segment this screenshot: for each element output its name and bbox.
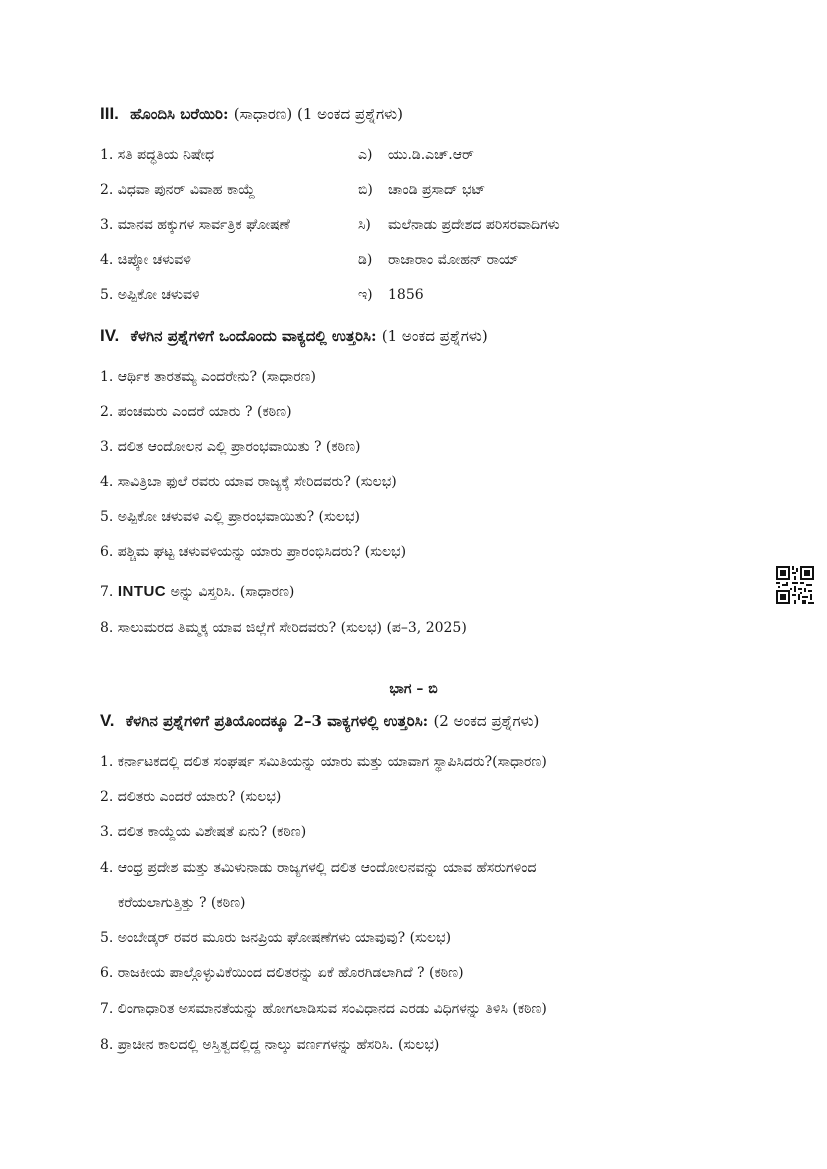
question-item: 3. ದಲಿತ ಕಾಯ್ದೆಯ ವಿಶೇಷತೆ ಏನು? (ಕಠಿಣ)	[100, 824, 307, 840]
question-item: 8. ಪ್ರಾಚೀನ ಕಾಲದಲ್ಲಿ ಅಸ್ತಿತ್ವದಲ್ಲಿದ್ದ ನಾಲ್ಕು ವರ್ಣಗಳನ್ನು ಹೆಸರಿಸಿ. (ಸುಲಭ)	[100, 1037, 440, 1053]
section-5-title: ಕೆಳಗಿನ ಪ್ರಶ್ನೆಗಳಿಗೆ ಪ್ರತಿಯೊಂದಕ್ಕೂ 2–3 ವಾಕ್ಯಗಳಲ್ಲಿ ಉತ್ತರಿಸಿ:	[125, 712, 429, 730]
question-number: 7.	[100, 584, 114, 600]
section-5-meta: (2 ಅಂಕದ ಪ್ರಶ್ನೆಗಳು)	[433, 712, 540, 730]
section-4-heading	[100, 326, 488, 346]
match-right-key: ಇ)	[358, 287, 373, 303]
match-right-value: 1856	[388, 287, 424, 303]
match-right-value: ಮಲೆನಾಡು ಪ್ರದೇಶದ ಪರಿಸರವಾದಿಗಳು	[388, 217, 560, 233]
match-right-value: ಚಾಂಡಿ ಪ್ರಸಾದ್ ಭಟ್	[388, 182, 486, 198]
match-right-value: ರಾಜಾರಾಂ ಮೋಹನ್ ರಾಯ್	[388, 252, 519, 268]
intuc-abbreviation: INTUC	[117, 583, 167, 600]
match-left-item: 5. ಅಪ್ಪಿಕೋ ಚಳುವಳಿ	[100, 287, 200, 303]
question-item: 5. ಅಪ್ಪಿಕೋ ಚಳುವಳಿ ಎಲ್ಲಿ ಪ್ರಾರಂಭವಾಯಿತು? (ಸುಲಭ)	[100, 509, 361, 525]
question-item: 5. ಅಂಬೇಡ್ಕರ್ ರವರ ಮೂರು ಜನಪ್ರಿಯ ಘೋಷಣೆಗಳು ಯಾವುವು? (ಸುಲಭ)	[100, 930, 452, 946]
question-item: 4. ಸಾವಿತ್ರಿಬಾ ಫುಲೆ ರವರು ಯಾವ ರಾಜ್ಯಕ್ಕೆ ಸೇರಿದವರು? (ಸುಲಭ)	[100, 474, 397, 490]
match-left-item: 3. ಮಾನವ ಹಕ್ಕುಗಳ ಸಾರ್ವತ್ರಿಕ ಘೋಷಣೆ	[100, 217, 290, 233]
match-right-item	[358, 250, 519, 270]
match-right-key: ಡಿ)	[358, 252, 373, 268]
match-right-item	[358, 145, 474, 165]
section-4-meta: (1 ಅಂಕದ ಪ್ರಶ್ನೆಗಳು)	[381, 327, 488, 345]
question-item: 1. ಕರ್ನಾಟಕದಲ್ಲಿ ದಲಿತ ಸಂಘರ್ಷ ಸಮಿತಿಯನ್ನು ಯಾರು ಮತ್ತು ಯಾವಾಗ ಸ್ಥಾಪಿಸಿದರು?(ಸಾಧಾರಣ)	[100, 754, 547, 770]
question-item: 3. ದಲಿತ ಆಂದೋಲನ ಎಲ್ಲಿ ಪ್ರಾರಂಭವಾಯಿತು ? (ಕಠಿಣ)	[100, 439, 361, 455]
section-3-meta: (ಸಾಧಾರಣ) (1 ಅಂಕದ ಪ್ರಶ್ನೆಗಳು)	[233, 105, 403, 123]
match-right-item	[358, 285, 424, 305]
question-text: ಅನ್ನು ವಿಸ್ತರಿಸಿ. (ಸಾಧಾರಣ)	[170, 584, 295, 600]
section-5-heading	[100, 711, 539, 731]
section-4-number: IV.	[100, 326, 120, 345]
part-b-title: ಭಾಗ – ಬಿ	[389, 681, 438, 697]
question-item: 6. ಪಶ್ಚಿಮ ಘಟ್ಟ ಚಳುವಳಿಯನ್ನು ಯಾರು ಪ್ರಾರಂಭಿಸಿದರು? (ಸುಲಭ)	[100, 544, 407, 560]
section-3-title: ಹೊಂದಿಸಿ ಬರೆಯಿರಿ:	[130, 105, 229, 123]
question-item: 2. ದಲಿತರು ಎಂದರೆ ಯಾರು? (ಸುಲಭ)	[100, 789, 282, 805]
match-left-item: 1. ಸತಿ ಪದ್ಧತಿಯ ನಿಷೇಧ	[100, 147, 215, 163]
question-item: 1. ಆರ್ಥಿಕ ತಾರತಮ್ಯ ಎಂದರೇನು? (ಸಾಧಾರಣ)	[100, 369, 317, 385]
match-right-key: ಸಿ)	[358, 217, 371, 233]
qr-code-icon	[776, 566, 814, 604]
match-right-item	[358, 215, 560, 235]
section-5-number: V.	[100, 711, 115, 730]
section-3-heading	[100, 104, 403, 124]
match-right-key: ಎ)	[358, 147, 373, 163]
match-right-item	[358, 180, 485, 200]
question-item: 4. ಆಂಧ್ರ ಪ್ರದೇಶ ಮತ್ತು ತಮಿಳುನಾಡು ರಾಜ್ಯಗಳಲ್ಲಿ ದಲಿತ ಆಂದೋಲನವನ್ನು ಯಾವ ಹೆಸರುಗಳಿಂದ	[100, 860, 537, 876]
question-item: 7. ಲಿಂಗಾಧಾರಿತ ಅಸಮಾನತೆಯನ್ನು ಹೋಗಲಾಡಿಸುವ ಸಂವಿಧಾನದ ಎರಡು ವಿಧಿಗಳನ್ನು ತಿಳಿಸಿ (ಕಠಿಣ)	[100, 1001, 547, 1017]
match-left-item: 4. ಚಿಪ್ಕೋ ಚಳುವಳಿ	[100, 252, 191, 268]
question-item-continued: ಕರೆಯಲಾಗುತ್ತಿತ್ತು ? (ಕಠಿಣ)	[118, 895, 246, 911]
section-4-title: ಕೆಳಗಿನ ಪ್ರಶ್ನೆಗಳಿಗೆ ಒಂದೊಂದು ವಾಕ್ಯದಲ್ಲಿ ಉತ್ತರಿಸಿ:	[130, 327, 377, 345]
match-right-key: ಬಿ)	[358, 182, 373, 198]
question-item: 8. ಸಾಲುಮರದ ತಿಮ್ಮಕ್ಕ ಯಾವ ಜಿಲ್ಲೆಗೆ ಸೇರಿದವರು? (ಸುಲಭ) (ಪ–3, 2025)	[100, 620, 467, 636]
match-left-item: 2. ವಿಧವಾ ಪುನರ್ ವಿವಾಹ ಕಾಯ್ದೆ	[100, 182, 256, 198]
question-item: 6. ರಾಜಕೀಯ ಪಾಲ್ಗೊಳ್ಳುವಿಕೆಯಿಂದ ದಲಿತರನ್ನು ಏಕೆ ಹೊರಗಿಡಲಾಗಿದೆ ? (ಕಠಿಣ)	[100, 965, 464, 981]
section-3-number: III.	[100, 104, 119, 123]
match-right-value: ಯು.ಡಿ.ಎಚ್.ಆರ್	[388, 147, 474, 163]
question-item	[100, 582, 294, 602]
question-item: 2. ಪಂಚಮರು ಎಂದರೆ ಯಾರು ? (ಕಠಿಣ)	[100, 404, 292, 420]
